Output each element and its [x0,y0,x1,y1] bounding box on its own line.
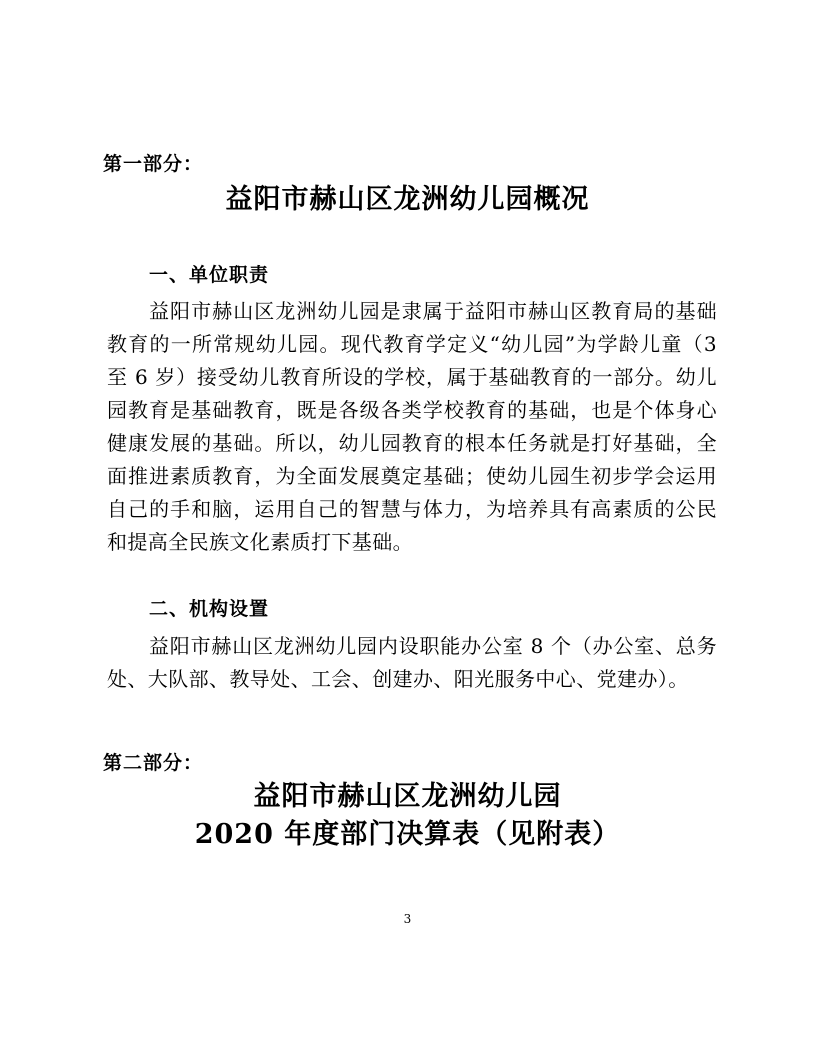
part1-title: 益阳市赫山区龙洲幼儿园概况 [225,184,590,215]
paragraph-duties: 益阳市赫山区龙洲幼儿园是隶属于益阳市赫山区教育局的基础教育的一所常规幼儿园。现代教育学定义“幼儿园”为学龄儿童（3 至 6 岁）接受幼儿教育所设的学校，属于基础教育的一部分。幼儿园教育是基础教育，既是各级各类学校教育的基础，也是个体身心健康发展的基础。所以，幼儿园教育的根本任务就是打好基础，全面推进素质教育，为全面发展奠定基础；使幼儿园生初步学会运用自己的手和脑，运用自己的智慧与体力，为培养具有高素质的公民和提高全民族文化素质打下基础。 [107,299,717,554]
page-number: 3 [403,912,412,926]
part1-label: 第一部分： [103,153,204,175]
section-heading-organization: 二、机构设置 [149,598,270,620]
section-heading-duties: 一、单位职责 [149,264,270,286]
part2-title-line2: 2020 年度部门决算表（见附表） [194,819,621,850]
part2-title-line1: 益阳市赫山区龙洲幼儿园 [253,781,562,812]
paragraph-organization: 益阳市赫山区龙洲幼儿园内设职能办公室 8 个（办公室、总务处、大队部、教导处、工会、创建办、阳光服务中心、党建办）。 [107,634,717,691]
part2-label: 第二部分： [103,752,204,774]
